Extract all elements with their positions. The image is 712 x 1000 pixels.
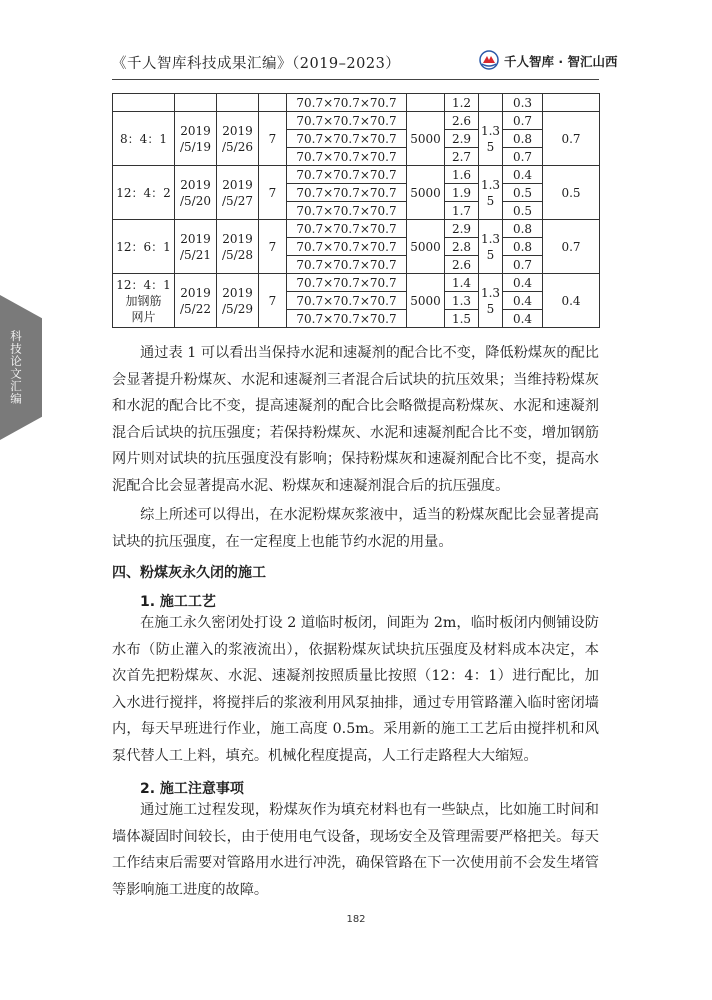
- specimen-size-cell: 70.7×70.7×70.7: [287, 256, 407, 274]
- curing-age-cell: 7: [259, 112, 287, 166]
- factor-cell: 1.3 5: [479, 112, 503, 166]
- curing-age-cell: 7: [259, 274, 287, 328]
- table-row: [113, 220, 600, 238]
- failure-load-cell: 2.9: [445, 130, 479, 148]
- failure-load-cell: 1.6: [445, 166, 479, 184]
- specimen-size-cell: 70.7×70.7×70.7: [287, 94, 407, 112]
- date-tested-cell: 2019 /5/28: [217, 220, 259, 274]
- paragraph-summary-text: 综上所述可以得出，在水泥粉煤灰浆液中，适当的粉煤灰配比会显著提高试块的抗压强度，在一定程度上也能节约水泥的用量。: [112, 507, 599, 550]
- header-brand: 千人智库 · 智汇山西: [504, 54, 618, 69]
- failure-load-cell: 1.7: [445, 202, 479, 220]
- failure-load-cell: 1.4: [445, 274, 479, 292]
- specimen-size-cell: 70.7×70.7×70.7: [287, 184, 407, 202]
- failure-load-cell: 2.6: [445, 112, 479, 130]
- strength-cell: 0.4: [503, 292, 543, 310]
- section-heading: 四、粉煤灰永久闭的施工: [112, 565, 266, 581]
- failure-load-cell: 1.9: [445, 184, 479, 202]
- specimen-size-cell: 70.7×70.7×70.7: [287, 130, 407, 148]
- paragraph-analysis-text: 通过表 1 可以看出当保持水泥和速凝剂的配合比不变，降低粉煤灰的配比会显著提升粉煤灰、水泥和速凝剂三者混合后试块的抗压效果；当维持粉煤灰和水泥的配合比不变，提高速凝剂的配合比会略微提高粉煤灰、水泥和速凝剂混合后试块的抗压强度；若保持粉煤灰、水泥和速凝剂配合比不变，增加钢筋网片则对试块的抗压强度没有影响；保持粉煤灰和速凝剂配合比不变，提高水泥配合比会显著提高水泥、粉煤灰和速凝剂混合后的抗压强度。: [112, 345, 599, 494]
- date-tested-cell: 2019 /5/26: [217, 112, 259, 166]
- paragraph-precautions-text: 通过施工过程发现，粉煤灰作为填充材料也有一些缺点，比如施工时间和墙体凝固时间较长，由于使用电气设备，现场安全及管理需要严格把关。每天工作结束后需要对管路用水进行冲洗，确保管路在下一次使用前不会发生堵管等影响施工进度的故障。: [112, 802, 599, 898]
- mix-ratio-cell: 8：4：1: [113, 112, 175, 166]
- specimen-size-cell: 70.7×70.7×70.7: [287, 238, 407, 256]
- paragraph-process-text: 在施工永久密闭处打设 2 道临时板闭，间距为 2m，临时板闭内侧铺设防水布（防止灌入的浆液流出），依据粉煤灰试块抗压强度及材料成本决定，本次首先把粉煤灰、水泥、速凝剂按照质量比按照（12：4：1）进行配比，加入水进行搅拌，将搅拌后的浆液利用风泵抽排，通过专用管路灌入临时密闭墙内，每天早班进行作业，施工高度 0.5m。采用新的施工工艺后由搅拌机和风泵代替人工上料，填充。机械化程度提高，人工行走路程大大缩短。: [112, 615, 599, 764]
- strength-cell: 0.3: [503, 94, 543, 112]
- area-cell: 5000: [407, 220, 445, 274]
- average-strength-cell: 0.7: [543, 220, 600, 274]
- date-made-cell: 2019 /5/20: [175, 166, 217, 220]
- table-row: [113, 166, 600, 184]
- strength-cell: 0.5: [503, 184, 543, 202]
- mix-ratio-cell: 12：4：1 加钢筋 网片: [113, 274, 175, 328]
- failure-load-cell: 1.3: [445, 292, 479, 310]
- curing-age-cell: 7: [259, 220, 287, 274]
- factor-cell: 1.3 5: [479, 166, 503, 220]
- strength-cell: 0.8: [503, 238, 543, 256]
- table-cell: [217, 94, 259, 112]
- failure-load-cell: 2.9: [445, 220, 479, 238]
- specimen-size-cell: 70.7×70.7×70.7: [287, 220, 407, 238]
- strength-cell: 0.4: [503, 310, 543, 328]
- date-made-cell: 2019 /5/21: [175, 220, 217, 274]
- specimen-size-cell: 70.7×70.7×70.7: [287, 148, 407, 166]
- failure-load-cell: 2.8: [445, 238, 479, 256]
- page-number: 182: [346, 914, 366, 925]
- subsection-heading-precautions: 2. 施工注意事项: [140, 781, 244, 797]
- date-made-cell: 2019 /5/19: [175, 112, 217, 166]
- factor-cell: 1.3 5: [479, 274, 503, 328]
- specimen-size-cell: 70.7×70.7×70.7: [287, 112, 407, 130]
- area-cell: 5000: [407, 166, 445, 220]
- strength-cell: 0.5: [503, 202, 543, 220]
- table-row: [113, 274, 600, 292]
- specimen-size-cell: 70.7×70.7×70.7: [287, 274, 407, 292]
- logo-icon: [478, 50, 500, 70]
- failure-load-cell: 1.2: [445, 94, 479, 112]
- strength-cell: 0.8: [503, 220, 543, 238]
- table-cell: [407, 94, 445, 112]
- table-body: [113, 94, 600, 328]
- date-made-cell: 2019 /5/22: [175, 274, 217, 328]
- subsection-heading-process: 1. 施工工艺: [140, 594, 216, 610]
- table-cell: [543, 94, 600, 112]
- failure-load-cell: 2.7: [445, 148, 479, 166]
- specimen-size-cell: 70.7×70.7×70.7: [287, 292, 407, 310]
- failure-load-cell: 1.5: [445, 310, 479, 328]
- table-cell: [259, 94, 287, 112]
- date-tested-cell: 2019 /5/29: [217, 274, 259, 328]
- strength-cell: 0.4: [503, 166, 543, 184]
- average-strength-cell: 0.4: [543, 274, 600, 328]
- paragraph-analysis: [112, 340, 599, 499]
- strength-cell: 0.7: [503, 148, 543, 166]
- curing-age-cell: 7: [259, 166, 287, 220]
- strength-cell: 0.7: [503, 112, 543, 130]
- area-cell: 5000: [407, 274, 445, 328]
- strength-cell: 0.4: [503, 274, 543, 292]
- table-row: [113, 94, 600, 112]
- average-strength-cell: 0.5: [543, 166, 600, 220]
- failure-load-cell: 2.6: [445, 256, 479, 274]
- mix-ratio-cell: 12：6：1: [113, 220, 175, 274]
- test-results-table: [112, 93, 600, 328]
- date-tested-cell: 2019 /5/27: [217, 166, 259, 220]
- factor-cell: 1.3 5: [479, 220, 503, 274]
- mix-ratio-cell: 12：4：2: [113, 166, 175, 220]
- table-cell: [113, 94, 175, 112]
- paragraph-precautions: [112, 797, 599, 903]
- specimen-size-cell: 70.7×70.7×70.7: [287, 310, 407, 328]
- table-cell: [175, 94, 217, 112]
- side-section-label: 科技论文汇编: [9, 330, 23, 405]
- area-cell: 5000: [407, 112, 445, 166]
- strength-cell: 0.8: [503, 130, 543, 148]
- paragraph-summary: [112, 502, 599, 555]
- specimen-size-cell: 70.7×70.7×70.7: [287, 166, 407, 184]
- average-strength-cell: 0.7: [543, 112, 600, 166]
- header-divider: [112, 79, 599, 80]
- running-header-title: 《千人智库科技成果汇编》（2019–2023）: [112, 56, 401, 72]
- specimen-size-cell: 70.7×70.7×70.7: [287, 202, 407, 220]
- paragraph-process: [112, 610, 599, 769]
- table-row: [113, 112, 600, 130]
- strength-cell: 0.7: [503, 256, 543, 274]
- table-cell: [479, 94, 503, 112]
